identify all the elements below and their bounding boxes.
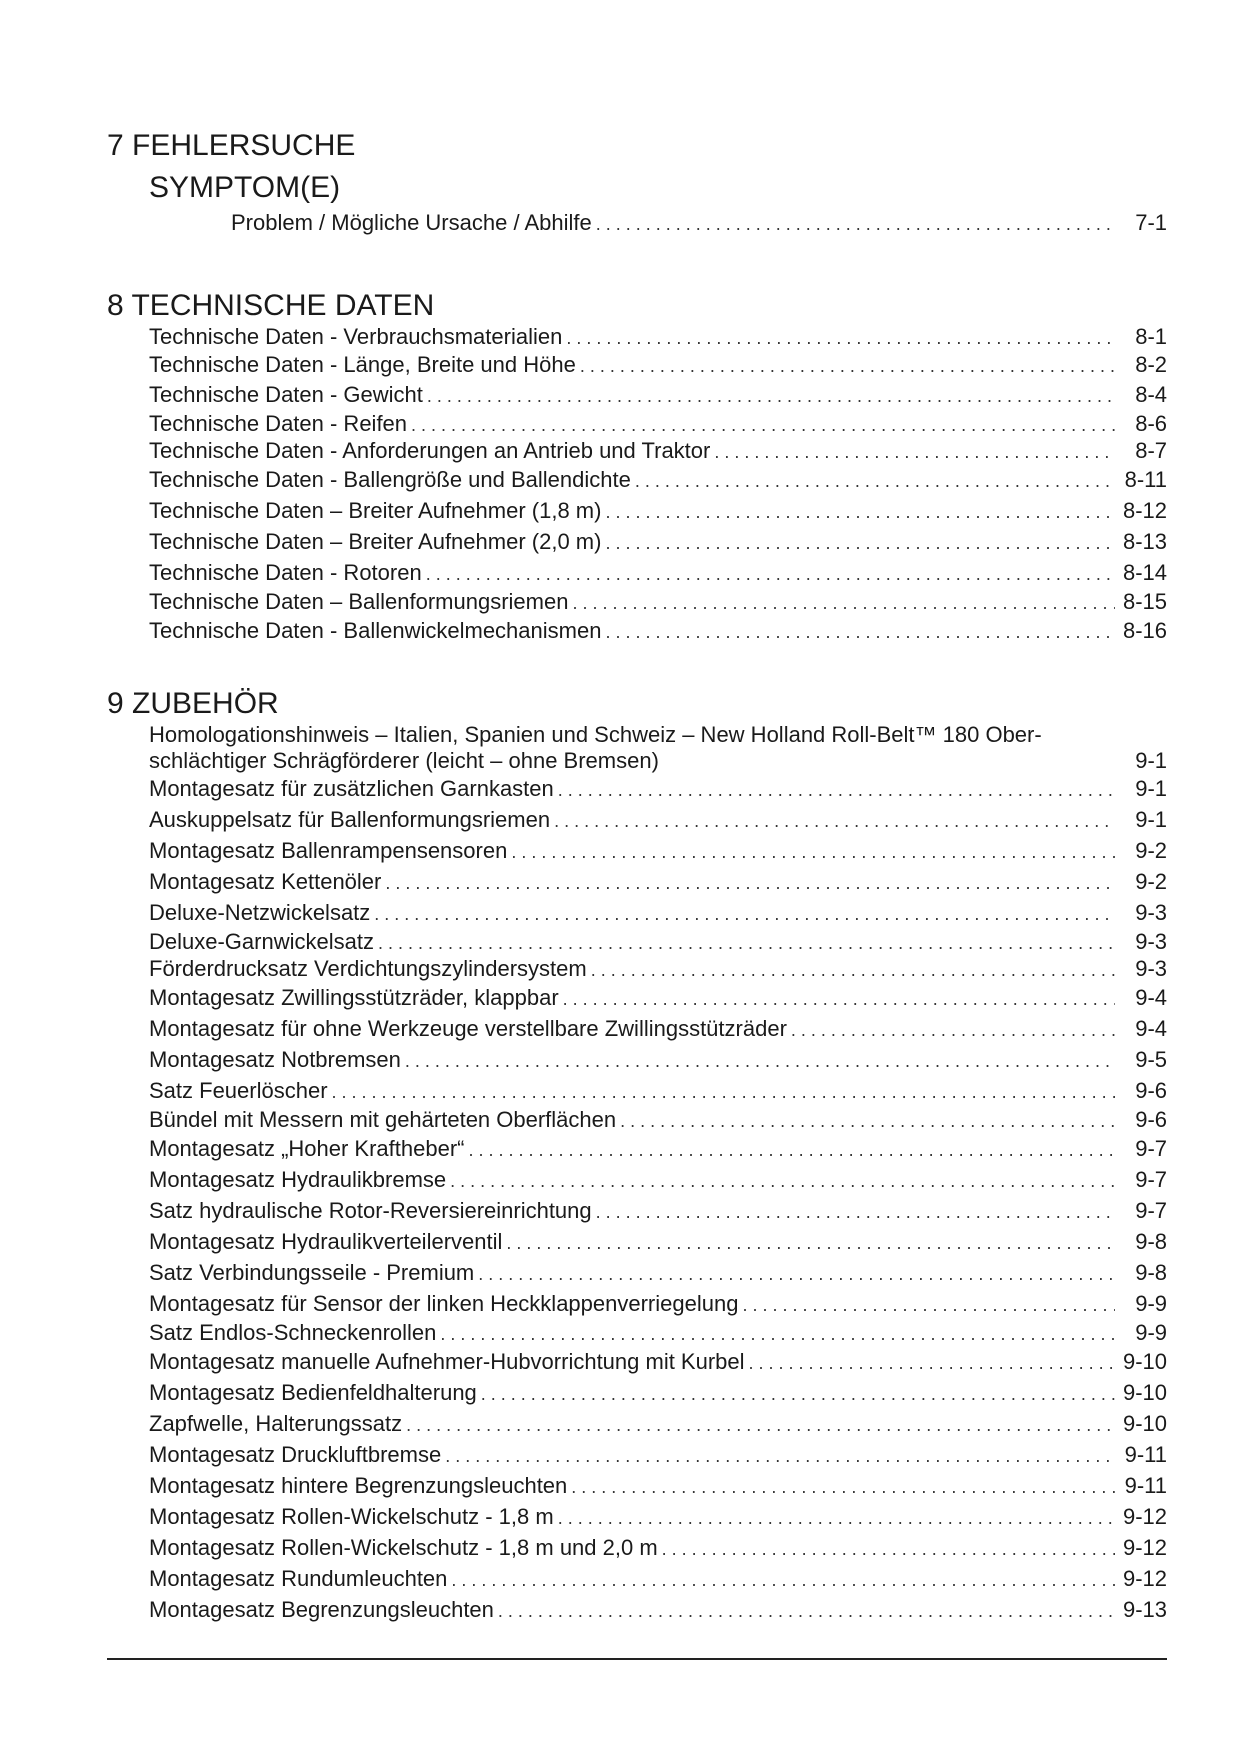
dot-leader [332, 1077, 1115, 1107]
toc-entry[interactable] [107, 351, 1167, 380]
toc-entry[interactable] [107, 1347, 1167, 1378]
toc-entry-page: 9-10 [1123, 1411, 1168, 1436]
toc-entry[interactable] [107, 898, 1167, 929]
dot-leader [635, 466, 1115, 496]
toc-entry-page: 9-2 [1135, 869, 1167, 894]
toc-entry[interactable] [107, 1076, 1167, 1107]
toc-entry[interactable] [107, 1440, 1167, 1471]
toc-entry-page: 9-6 [1135, 1078, 1167, 1103]
toc-entry-title: Montagesatz Rollen-Wickelschutz - 1,8 m und 2,0 m [149, 1535, 658, 1560]
toc-entry[interactable] [107, 324, 1167, 351]
toc-entry-title: Montagesatz Begrenzungsleuchten [149, 1597, 494, 1622]
dot-leader [378, 930, 1115, 956]
toc-entry[interactable] [107, 1227, 1167, 1258]
toc-entry-title: Montagesatz Hydraulikverteilerventil [149, 1229, 503, 1254]
dot-leader [566, 325, 1115, 351]
toc-entry-page: 8-12 [1123, 498, 1168, 523]
toc-entry-title: Montagesatz „Hoher Kraftheber“ [149, 1136, 465, 1161]
dot-leader [411, 412, 1115, 438]
dot-leader [742, 1290, 1115, 1320]
dot-leader [385, 868, 1115, 898]
toc-entry[interactable] [107, 411, 1167, 438]
dot-leader [563, 984, 1115, 1014]
toc-entry-title: Satz Endlos-Schneckenrollen [149, 1320, 437, 1345]
toc-entry-page: 9-1 [1135, 807, 1167, 832]
toc-entry-title: Montagesatz für zusätzlichen Garnkasten [149, 776, 554, 801]
toc-entry-page: 9-1 [1135, 748, 1167, 773]
toc-entry[interactable] [107, 1595, 1167, 1626]
toc-chapter-7 [107, 128, 1167, 237]
toc-entry[interactable] [107, 589, 1167, 616]
dot-leader [451, 1565, 1115, 1595]
toc-entry-title: Montagesatz Ballenrampensensoren [149, 838, 508, 863]
toc-entry-title-line1: Homologationshinweis – Italien, Spanien und Schweiz – New Holland Roll-Belt™ 180 Ober- [149, 722, 1042, 747]
toc-entry-title: Montagesatz Kettenöler [149, 869, 382, 894]
toc-entry[interactable] [107, 558, 1167, 589]
toc-entry-page: 9-3 [1135, 929, 1167, 954]
toc-entry[interactable] [107, 527, 1167, 558]
chapter-heading: 8 TECHNISCHE DATEN [107, 289, 435, 322]
toc-entry-page: 9-7 [1135, 1198, 1167, 1223]
toc-entry[interactable] [107, 1107, 1167, 1134]
toc-entry-page: 8-13 [1123, 529, 1168, 554]
toc-entry-page: 8-6 [1135, 411, 1167, 436]
toc-entry-page: 9-5 [1135, 1047, 1167, 1072]
toc-entry[interactable] [107, 1196, 1167, 1227]
toc-entry-title: Technische Daten - Gewicht [149, 382, 423, 407]
toc-entry-page: 8-14 [1123, 560, 1168, 585]
toc-chapter-8 [107, 288, 1167, 647]
toc-entry-title: Satz Feuerlöscher [149, 1078, 328, 1103]
toc-entry-list [107, 210, 1167, 237]
dot-leader [558, 775, 1115, 805]
toc-entry-page: 9-7 [1135, 1136, 1167, 1161]
toc-entry[interactable] [107, 210, 1167, 237]
toc-entry-title: Technische Daten - Anforderungen an Antrieb und Traktor [149, 438, 711, 463]
toc-entry-title: Montagesatz Notbremsen [149, 1047, 401, 1072]
toc-entry-page: 8-15 [1123, 589, 1168, 614]
toc-entry-page: 9-2 [1135, 838, 1167, 863]
dot-leader [506, 1228, 1115, 1258]
toc-entry-title: Montagesatz Rollen-Wickelschutz - 1,8 m [149, 1504, 554, 1529]
toc-entry[interactable] [107, 1471, 1167, 1502]
toc-entry[interactable] [107, 465, 1167, 496]
toc-entry-title: Technische Daten – Breiter Aufnehmer (1,8 m) [149, 498, 602, 523]
toc-entry[interactable] [107, 774, 1167, 805]
toc-entry-page: 9-10 [1123, 1349, 1168, 1374]
toc-entry[interactable] [107, 1409, 1167, 1440]
toc-entry-page: 9-11 [1124, 1473, 1167, 1498]
toc-entry-page: 8-11 [1124, 467, 1167, 492]
toc-entry-title: Montagesatz Zwillingsstützräder, klappbar [149, 985, 559, 1010]
dot-leader [605, 528, 1115, 558]
toc-entry[interactable] [107, 1378, 1167, 1409]
toc-entry-title: Montagesatz Bedienfeldhalterung [149, 1380, 477, 1405]
toc-chapter-9 [107, 686, 1167, 1626]
toc-entry-page: 8-1 [1135, 324, 1167, 349]
toc-entry[interactable] [107, 1289, 1167, 1320]
chapter-heading: 9 ZUBEHÖR [107, 687, 279, 720]
toc-entry-page: 9-6 [1135, 1107, 1167, 1132]
toc-entry-page: 9-4 [1135, 985, 1167, 1010]
toc-entry[interactable] [107, 1045, 1167, 1076]
toc-entry[interactable] [107, 983, 1167, 1014]
dot-leader [558, 1503, 1115, 1533]
toc-entry[interactable] [107, 616, 1167, 647]
toc-entry-page: 8-2 [1135, 352, 1167, 377]
toc-entry-title: Zapfwelle, Halterungssatz [149, 1411, 403, 1436]
toc-entry-title: Problem / Mögliche Ursache / Abhilfe [231, 210, 592, 235]
dot-leader [596, 211, 1115, 237]
toc-entry[interactable] [107, 1533, 1167, 1564]
chapter-heading: 7 FEHLERSUCHE [107, 129, 356, 162]
dot-leader [596, 1197, 1115, 1227]
toc-entry-title: Deluxe-Garnwickelsatz [149, 929, 374, 954]
dot-leader [580, 352, 1115, 380]
toc-entry-title: Montagesatz Druckluftbremse [149, 1442, 442, 1467]
dot-leader [405, 1046, 1115, 1076]
dot-leader [620, 1108, 1115, 1134]
toc-entry-title: Montagesatz manuelle Aufnehmer-Hubvorrichtung mit Kurbel [149, 1349, 745, 1374]
toc-entry-title: Technische Daten - Ballengröße und Ballendichte [149, 467, 631, 492]
dot-leader [478, 1259, 1115, 1289]
dot-leader [426, 559, 1115, 589]
toc-entry-page: 7-1 [1135, 210, 1167, 235]
dot-leader [605, 617, 1115, 647]
dot-leader [481, 1379, 1115, 1409]
toc-entry-page: 9-1 [1135, 776, 1167, 801]
toc-entry[interactable] [107, 867, 1167, 898]
dot-leader [445, 1441, 1115, 1471]
toc-entry-title: Montagesatz hintere Begrenzungsleuchten [149, 1473, 568, 1498]
toc-entry[interactable] [107, 1502, 1167, 1533]
section-heading: SYMPTOM(E) [149, 171, 341, 204]
toc-entry-page: 9-8 [1135, 1229, 1167, 1254]
toc-entry[interactable] [107, 836, 1167, 867]
toc-entry-page: 8-4 [1135, 382, 1167, 407]
toc-entry-title: Technische Daten – Ballenformungsriemen [149, 589, 569, 614]
toc-entry[interactable] [107, 1165, 1167, 1196]
toc-entry-page: 9-8 [1135, 1260, 1167, 1285]
dot-leader [572, 590, 1115, 616]
dot-leader [571, 1472, 1115, 1502]
toc-entry-page: 9-3 [1135, 956, 1167, 981]
toc-entry-page: 9-13 [1123, 1597, 1168, 1622]
toc-entry-page: 9-3 [1135, 900, 1167, 925]
toc-entry-title: Technische Daten - Rotoren [149, 560, 422, 585]
dot-leader [440, 1321, 1115, 1347]
toc-entry-title: Förderdrucksatz Verdichtungszylindersystem [149, 956, 587, 981]
toc-entry[interactable] [107, 929, 1167, 956]
toc-entry[interactable] [107, 956, 1167, 983]
dot-leader [511, 837, 1115, 867]
toc-entry-page: 9-12 [1123, 1535, 1168, 1560]
dot-leader [554, 806, 1115, 836]
toc-entry-page: 9-10 [1123, 1380, 1168, 1405]
toc-entry-title: Montagesatz Hydraulikbremse [149, 1167, 447, 1192]
toc-entry-list [107, 324, 1167, 647]
dot-leader [662, 1534, 1115, 1564]
toc-entry-page: 8-16 [1123, 618, 1168, 643]
toc-entry[interactable] [107, 380, 1167, 411]
toc-entry-list [107, 774, 1167, 1626]
toc-entry-page: 9-7 [1135, 1167, 1167, 1192]
toc-entry-title: Montagesatz Rundumleuchten [149, 1566, 448, 1591]
toc-entry-title: Technische Daten - Reifen [149, 411, 408, 436]
toc-entry-multiline[interactable] [107, 722, 1167, 774]
dot-leader [714, 439, 1115, 465]
dot-leader [406, 1410, 1115, 1440]
toc-entry[interactable] [107, 805, 1167, 836]
toc-entry-title: Montagesatz für ohne Werkzeuge verstellbare Zwillingsstützräder [149, 1016, 787, 1041]
toc-entry-title: Technische Daten - Ballenwickelmechanismen [149, 618, 602, 643]
footer-rule [107, 1658, 1167, 1660]
dot-leader [469, 1135, 1116, 1165]
dot-leader [605, 497, 1115, 527]
toc-entry[interactable] [107, 496, 1167, 527]
toc-entry-title: Bündel mit Messern mit gehärteten Oberflächen [149, 1107, 617, 1132]
toc-entry-title: Technische Daten – Breiter Aufnehmer (2,0 m) [149, 529, 602, 554]
toc-entry-title: Satz hydraulische Rotor-Reversiereinrichtung [149, 1198, 592, 1223]
toc-entry-title: Technische Daten - Länge, Breite und Höhe [149, 352, 576, 377]
toc-entry-title-line2: schlächtiger Schrägförderer (leicht – ohne Bremsen) [149, 748, 659, 773]
toc-entry[interactable] [107, 1564, 1167, 1595]
dot-leader [498, 1596, 1115, 1626]
dot-leader [591, 957, 1115, 983]
toc-entry[interactable] [107, 1320, 1167, 1347]
toc-entry[interactable] [107, 1134, 1167, 1165]
toc-entry-page: 8-7 [1135, 438, 1167, 463]
toc-entry[interactable] [107, 1014, 1167, 1045]
toc-entry[interactable] [107, 1258, 1167, 1289]
toc-entry-page: 9-4 [1135, 1016, 1167, 1041]
toc-entry-page: 9-9 [1135, 1291, 1167, 1316]
toc-entry-page: 9-11 [1124, 1442, 1167, 1467]
dot-leader [427, 381, 1115, 411]
toc-entry-title: Satz Verbindungsseile - Premium [149, 1260, 475, 1285]
toc-entry-page: 9-12 [1123, 1504, 1168, 1529]
dot-leader [374, 899, 1115, 929]
toc-entry-page: 9-12 [1123, 1566, 1168, 1591]
dot-leader [791, 1015, 1115, 1045]
toc-entry-title: Technische Daten - Verbrauchsmaterialien [149, 324, 563, 349]
dot-leader [450, 1166, 1115, 1196]
toc-entry[interactable] [107, 438, 1167, 465]
dot-leader [749, 1348, 1115, 1378]
toc-entry-page: 9-9 [1135, 1320, 1167, 1345]
toc-entry-title: Auskuppelsatz für Ballenformungsriemen [149, 807, 551, 832]
toc-entry-title: Deluxe-Netzwickelsatz [149, 900, 371, 925]
toc-entry-title: Montagesatz für Sensor der linken Heckklappenverriegelung [149, 1291, 739, 1316]
